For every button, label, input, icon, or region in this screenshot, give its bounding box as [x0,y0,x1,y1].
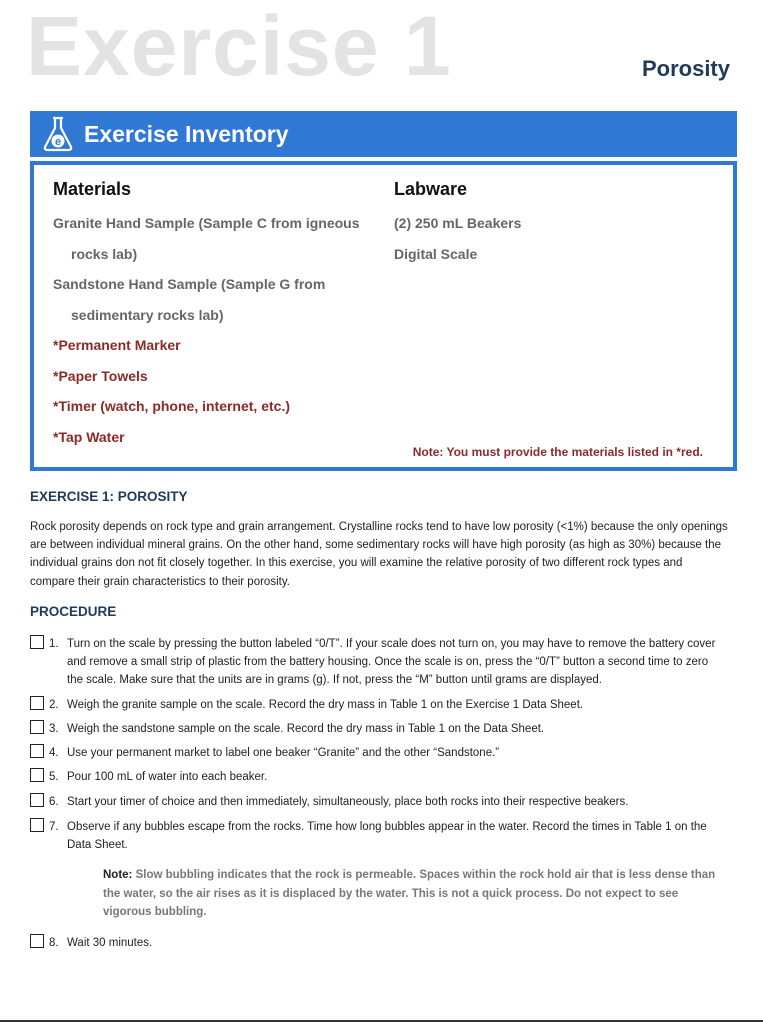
inventory-box [30,161,737,471]
step-checkbox[interactable] [30,696,44,710]
step-checkbox[interactable] [30,768,44,782]
materials-column [53,179,383,452]
procedure-heading: PROCEDURE [30,604,117,619]
step-checkbox[interactable] [30,818,44,832]
topic-title: Porosity [641,56,730,81]
step-checkbox[interactable] [30,720,44,734]
inventory-title: Exercise Inventory [84,120,289,147]
labware-heading: Labware [394,179,468,199]
inventory-banner [30,111,737,157]
step-checkbox[interactable] [30,793,44,807]
step-checkbox[interactable] [30,744,44,758]
exercise-title: Exercise 1 [26,0,452,93]
labware-column [394,179,714,269]
material-item: Sandstone Hand Sample (Sample G from sedimentary rocks lab) [53,276,326,323]
step-checkbox[interactable] [30,934,44,948]
exercise-heading: EXERCISE 1: POROSITY [30,489,188,504]
step-checkbox[interactable] [30,635,44,649]
materials-heading: Materials [53,179,132,199]
material-item: Granite Hand Sample (Sample C from igneous rocks lab) [53,215,360,262]
note-lead: Note: [103,869,133,881]
procedure-note [103,866,728,922]
svg-text:e: e [54,136,62,148]
material-item: *Permanent Marker [53,337,181,353]
labware-item: (2) 250 mL Beakers [394,215,522,231]
material-item: *Timer (watch, phone, internet, etc.) [53,398,291,414]
inventory-note: Note: You must provide the materials listed in *red. [412,445,703,459]
material-item: *Paper Towels [53,367,148,384]
flask-icon [38,114,78,154]
page-bottom-rule [0,1020,763,1022]
material-item: *Tap Water [53,428,125,445]
labware-item: Digital Scale [394,245,478,262]
intro-paragraph: Rock porosity depends on rock type and grain arrangement. Crystalline rocks tend to have low porosity (<1%) because the only openings are between individual mineral grains. On the other hand, some sedimentary rocks will have high porosity (as high as 30%) because the individual grains don not fit closely together. In this exercise, you will examine the relative porosity of two different rock types and compare their grain characteristics to their porosity. [30,521,728,588]
note-text: Slow bubbling indicates that the rock is permeable. Spaces within the rock hold air that is less dense than the water, so the air rises as it is displaced by the water. This is not a quick process. Do not expect to see vigorous bubbling. [103,869,716,918]
